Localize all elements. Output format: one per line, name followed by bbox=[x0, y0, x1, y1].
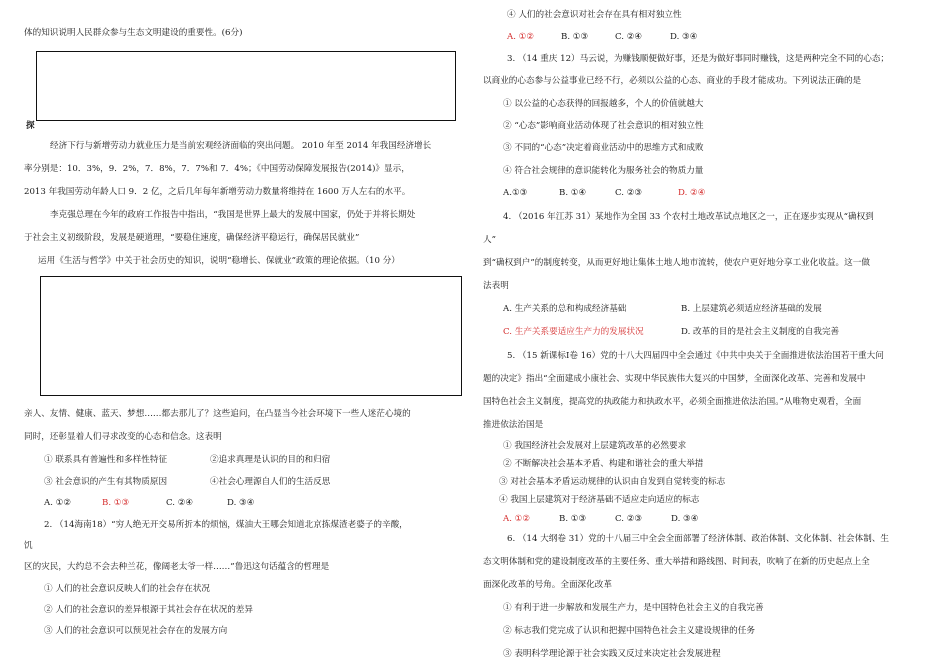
q2-choice-b: B. ①③ bbox=[561, 32, 589, 42]
q5-choice-d: D. ③④ bbox=[671, 514, 699, 524]
q1-option-4: ④社会心理源自人们的生活反思 bbox=[210, 477, 331, 487]
q4-line-4: 法表明 bbox=[483, 281, 509, 291]
q4-choice-b: B. 上层建筑必须适应经济基础的发展 bbox=[681, 304, 822, 314]
q1-choice-b-answer: B. ①③ bbox=[102, 498, 130, 508]
q6-line-3: 面深化改革的号角。全面深化改革 bbox=[483, 580, 612, 590]
answer-box-2[interactable] bbox=[40, 276, 462, 396]
q1-option-2: ②追求真理是认识的目的和归宿 bbox=[210, 455, 331, 465]
q2-option-4: ④ 人们的社会意识对社会存在具有相对独立性 bbox=[507, 10, 682, 20]
q5-line-2: 题的决定》指出“全面建成小康社会、实现中华民族伟大复兴的中国梦，全面深化改革、完善和发展中 bbox=[483, 374, 866, 384]
q2-line-1: 2. （14海南18）“穷人绝无开交易所折本的烦恼，煤油大王哪会知道北京拣煤渣老婆子的辛酸， bbox=[44, 520, 408, 530]
q2-option-3: ③ 人们的社会意识可以预见社会存在的发展方向 bbox=[44, 626, 228, 636]
q5-choice-c: C. ②③ bbox=[615, 514, 643, 524]
q5-line-3: 国特色社会主义制度，提高党的执政能力和执政水平，必须全面推进依法治国。”从唯物史观看，全面 bbox=[483, 397, 862, 407]
q5-line-4: 推进依法治国是 bbox=[483, 420, 544, 430]
q4-line-3: 到“确权到户”的制度转变，从而更好地让集体土地人地市流转，使农户更好地分享工业化收益。这一做 bbox=[483, 258, 870, 268]
q4-choice-c-answer: C. 生产关系要适应生产力的发展状况 bbox=[503, 327, 644, 337]
q5-choice-a-answer: A. ①② bbox=[503, 514, 531, 524]
q6-option-2: ② 标志我们党完成了认识和把握中国特色社会主义建设规律的任务 bbox=[503, 626, 755, 636]
q4-choice-a: A. 生产关系的总和构成经济基础 bbox=[503, 304, 627, 314]
paragraph-4-line-1: 亲人、友情、健康、蓝天、梦想……都去那儿了？这些追问，在凸显当今社会环境下一些人迷茫心境的 bbox=[24, 409, 411, 419]
q5-option-2: ② 不断解决社会基本矛盾、构建和谐社会的重大举措 bbox=[503, 459, 704, 469]
q3-line-2: 以商业的心态参与公益事业已经不行，必须以公益的心态、商业的手段才能成功。下列说法正确的是 bbox=[483, 76, 862, 86]
q3-choice-c: C. ②③ bbox=[615, 188, 643, 198]
paragraph-1-line-2: 率分别是：10．3%，9．2%，7．8%，7．7%和 7．4%；《中国劳动保障发展报告(2014)》显示， bbox=[24, 164, 410, 174]
paragraph-2-line-1: 李克强总理在今年的政府工作报告中指出，“我国是世界上最大的发展中国家，仍处于并将长期处 bbox=[50, 210, 416, 220]
q2-choice-d: D. ③④ bbox=[670, 32, 698, 42]
q3-line-1: 3. （14 重庆 12）马云说，为赚钱顺便做好事，还是为做好事同时赚钱，这是两种完全不同的心态； bbox=[507, 54, 890, 64]
paragraph-1-line-1: 经济下行与新增劳动力就业压力是当前宏观经济面临的突出问题。 2010 年至 2014 年我国经济增长 bbox=[50, 141, 432, 151]
q6-line-1: 6. （14 大纲卷 31）党的十八届三中全会全面部署了经济体制、政治体制、文化体制、社会体制、生 bbox=[507, 534, 890, 544]
q2-option-1: ① 人们的社会意识反映人们的社会存在状况 bbox=[44, 584, 211, 594]
q1-choice-a: A. ①② bbox=[44, 498, 72, 508]
q3-choice-a: A.①③ bbox=[503, 188, 528, 198]
q4-choice-d: D. 改革的目的是社会主义制度的自我完善 bbox=[681, 327, 840, 337]
question-tail-text: 体的知识说明人民群众参与生态文明建设的重要性。(6分) bbox=[24, 28, 243, 38]
q3-option-3: ③ 不同的“心态”决定着商业活动中的思维方式和成败 bbox=[503, 143, 704, 153]
paragraph-2-line-2: 于社会主义初级阶段，发展是硬道理，“要稳住速度，确保经济平稳运行，确保居民就业” bbox=[24, 233, 360, 243]
q5-option-4: ④ 我国上层建筑对于经济基础不适应走向适应的标志 bbox=[499, 495, 700, 505]
q3-choice-d-answer: D. ②④ bbox=[678, 188, 706, 198]
cut-heading-char: 探 bbox=[26, 121, 35, 131]
question-prompt: 运用《生活与哲学》中关于社会历史的知识，说明“稳增长、保就业”政策的理论依据。（10 分） bbox=[38, 256, 400, 266]
q6-option-1: ① 有利于进一步解放和发展生产力，是中国特色社会主义的自我完善 bbox=[503, 603, 764, 613]
q5-choice-b: B. ①③ bbox=[559, 514, 587, 524]
q2-line-3: 区的灾民，大约总不会去种兰花，像阔老太爷一样……”鲁迅这句话蕴含的哲理是 bbox=[24, 562, 330, 572]
q1-option-3: ③ 社会意识的产生有其物质原因 bbox=[44, 477, 168, 487]
q2-line-2: 饥 bbox=[24, 541, 33, 551]
q3-option-1: ① 以公益的心态获得的回报越多，个人的价值就越大 bbox=[503, 99, 704, 109]
q1-choice-c: C. ②④ bbox=[166, 498, 194, 508]
answer-box-1[interactable] bbox=[36, 51, 456, 121]
q2-option-2: ② 人们的社会意识的差异根源于其社会存在状况的差异 bbox=[44, 605, 253, 615]
q2-choice-a-answer: A. ①② bbox=[507, 32, 535, 42]
q3-choice-b: B. ①④ bbox=[559, 188, 587, 198]
q4-line-1: 4. （2016 年江苏 31）某地作为全国 33 个农村土地改革试点地区之一，正在逐步实现从“确权到 bbox=[503, 212, 874, 222]
paragraph-1-line-3: 2013 年我国劳动年龄人口 9．2 亿，之后几年每年新增劳动力数量将维持在 1600 万人左右的水平。 bbox=[24, 187, 411, 197]
q2-choice-c: C. ②④ bbox=[615, 32, 643, 42]
q3-option-4: ④ 符合社会规律的意识能转化为服务社会的物质力量 bbox=[503, 166, 704, 176]
q5-option-1: ① 我国经济社会发展对上层建筑改革的必然要求 bbox=[503, 441, 687, 451]
q1-choice-d: D. ③④ bbox=[227, 498, 255, 508]
q4-line-2: 人” bbox=[483, 235, 496, 245]
q5-line-1: 5. （15 新课标Ⅰ卷 16）党的十八大四届四中全会通过《中共中央关于全面推进依法治国若干重大问 bbox=[507, 351, 884, 361]
q6-line-2: 态文明体制和党的建设制度改革的主要任务、重大举措和路线图、时间表，吹响了在新的历史起点上全 bbox=[483, 557, 870, 567]
paragraph-4-line-2: 同时，还彰显着人们寻求改变的心态和信念。这表明 bbox=[24, 432, 222, 442]
q1-option-1: ① 联系具有普遍性和多样性特征 bbox=[44, 455, 168, 465]
q3-option-2: ② “心态”影响商业活动体现了社会意识的相对独立性 bbox=[503, 121, 704, 131]
q5-option-3: ③ 对社会基本矛盾运动规律的认识由自发到自觉转变的标志 bbox=[499, 477, 726, 487]
q6-option-3: ③ 表明科学理论源于社会实践又反过来决定社会发展进程 bbox=[503, 649, 721, 659]
